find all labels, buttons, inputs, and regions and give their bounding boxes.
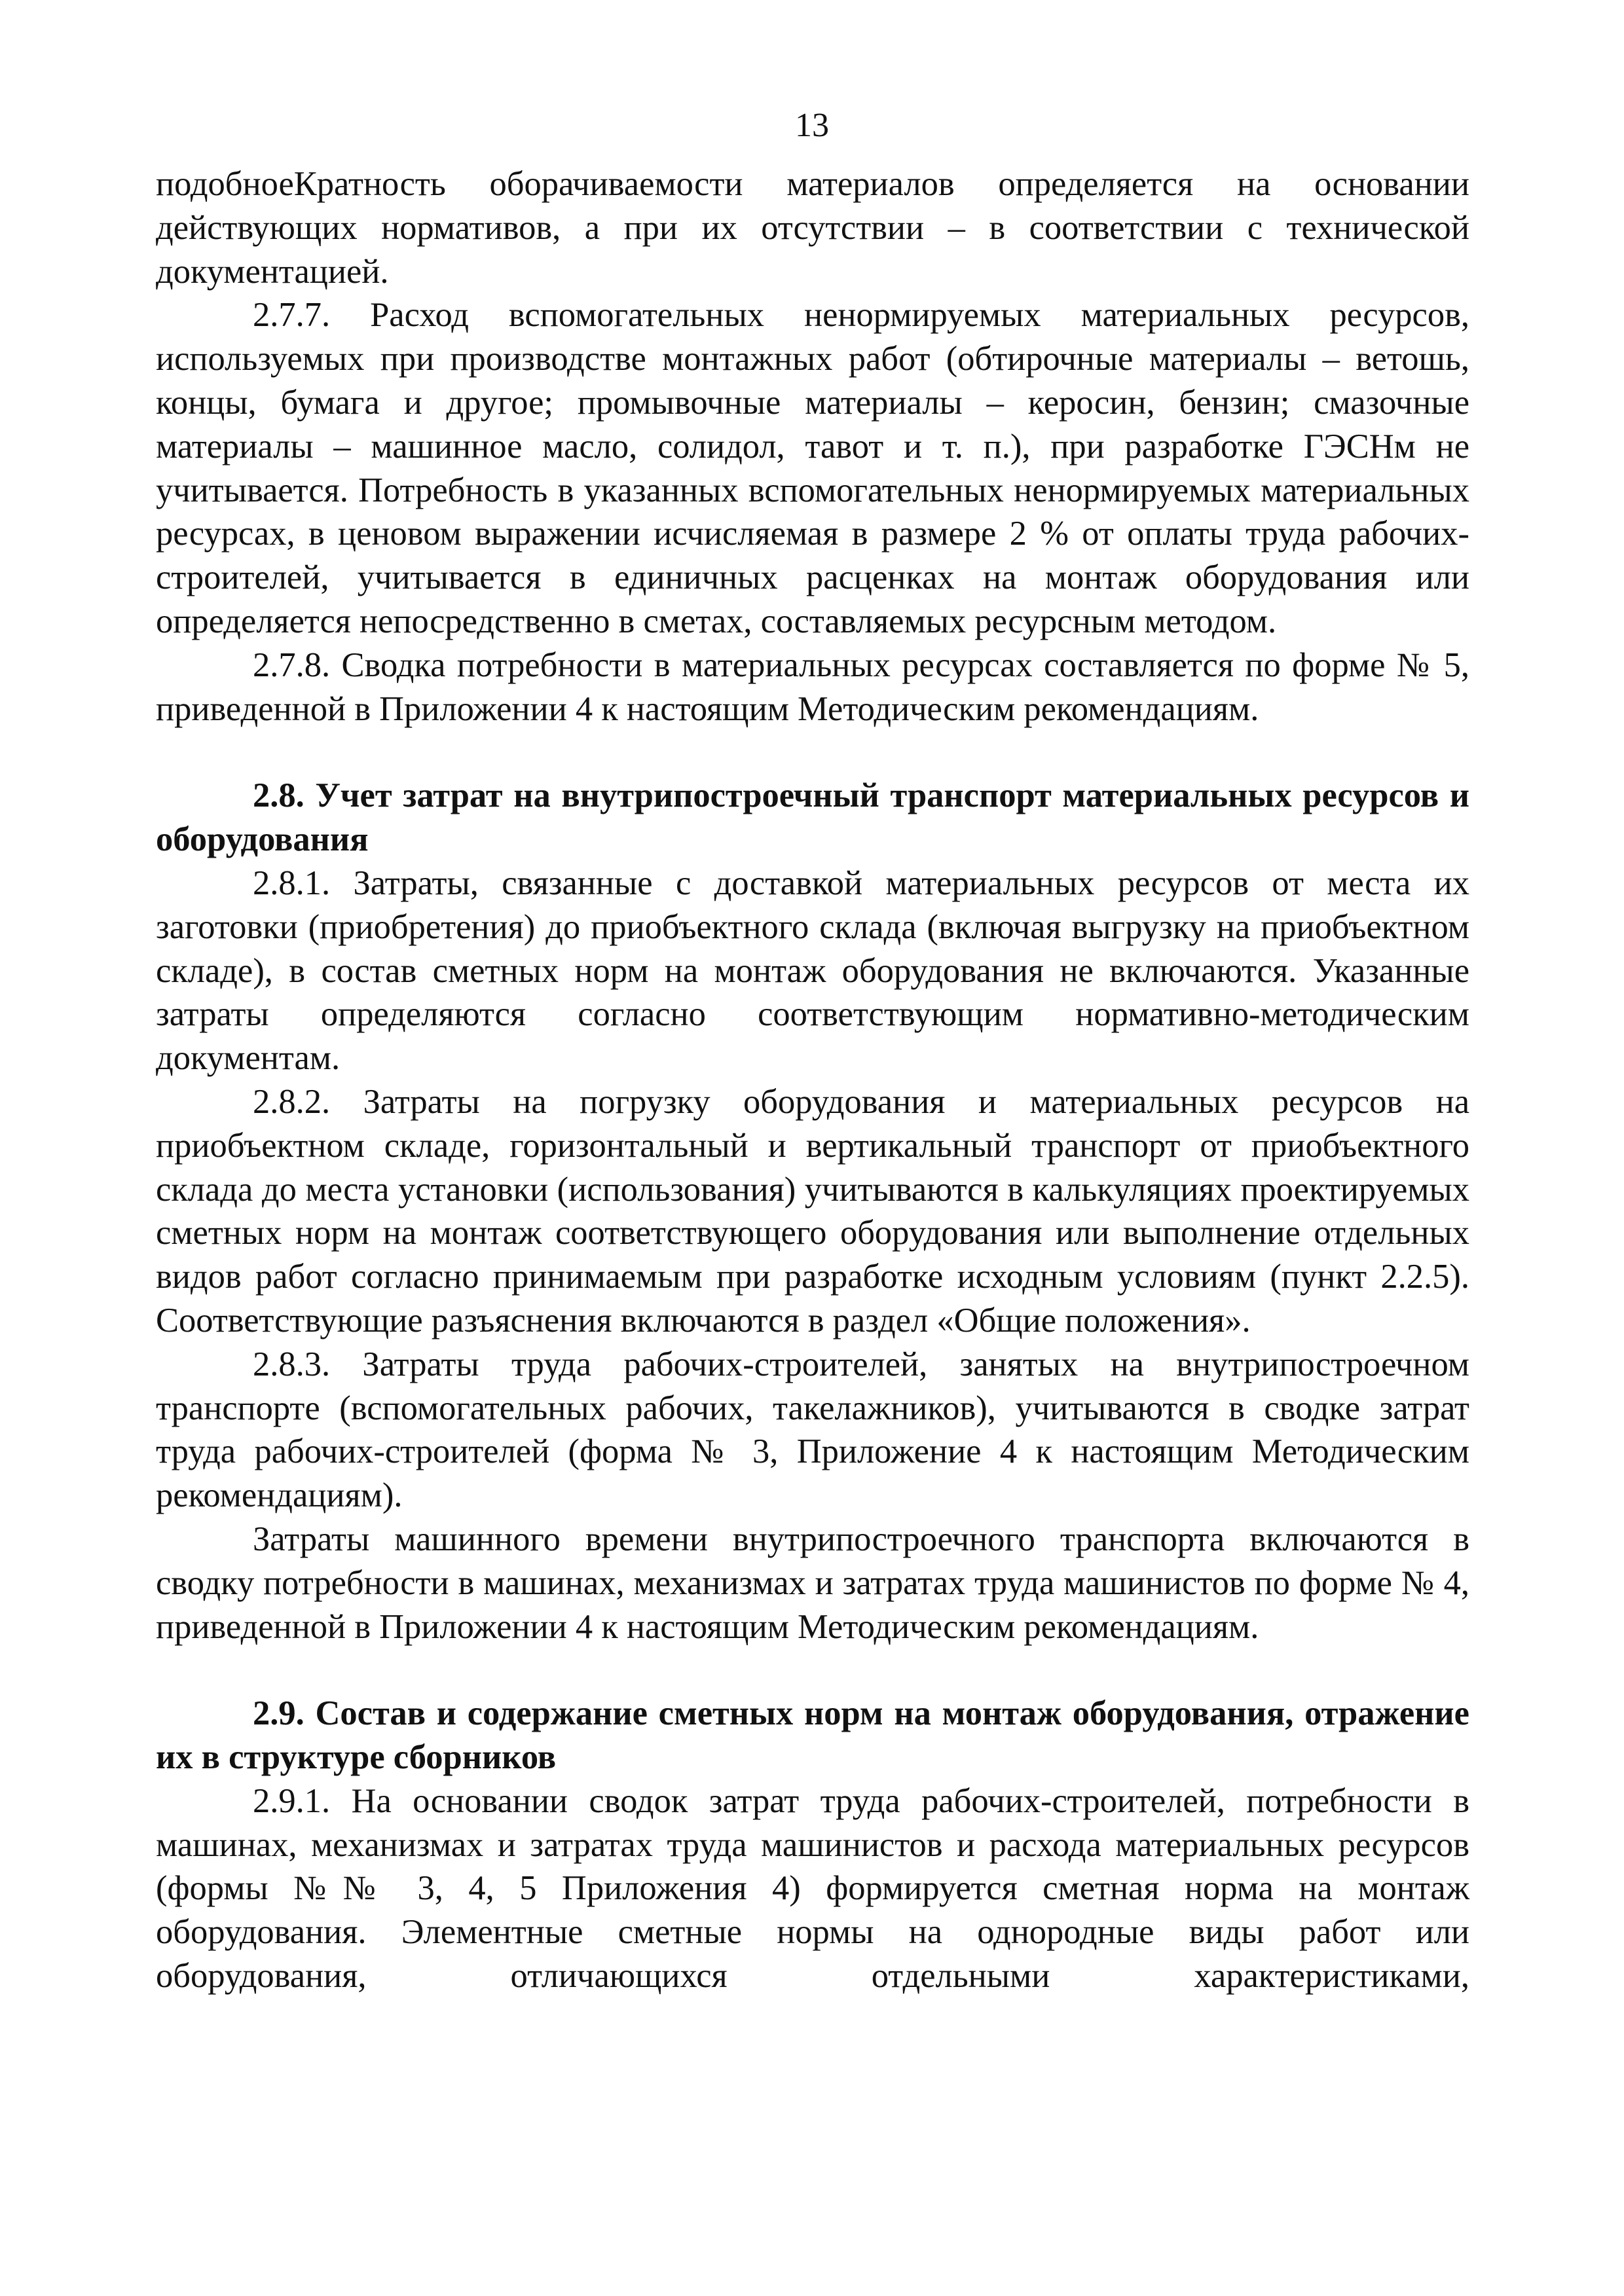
paragraph-2-7-7: 2.7.7. Расход вспомогательных ненормируемых материальных ресурсов, используемых при производстве монтажных работ (обтирочные материалы – ветошь, концы, бумага и другое; промывочные материалы – керосин, бензин; смазочные материалы – машинное масло, солидол, тавот и т. п.), при разработке ГЭСНм не учитывается. Потребность в указанных вспомогательных ненормируемых материальных ресурсах, в ценовом выражении исчисляемая в размере 2 % от оплаты труда рабочих-строителей, учитывается в единичных расценках на монтаж оборудования или определяется непосредственно в сметах, составляемых ресурсным методом. [156, 296, 1469, 640]
section-heading-2-9: 2.9. Состав и содержание сметных норм на монтаж оборудования, отражение их в структуре сборников [156, 1694, 1469, 1777]
paragraph-2-8-1: 2.8.1. Затраты, связанные с доставкой материальных ресурсов от места их заготовки (приобретения) до приобъектного склада (включая выгрузку на приобъектном складе), в состав сметных норм на монтаж оборудования не включаются. Указанные затраты определяются согласно соответствующим нормативно-методическим документам. [156, 864, 1469, 1078]
paragraph-2-8-2: 2.8.2. Затраты на погрузку оборудования и материальных ресурсов на приобъектном складе, горизонтальный и вертикальный транспорт от приобъектного склада до места установки (использования) учитываются в калькуляциях проектируемых сметных норм на монтаж соответствующего оборудования или выполнение отдельных видов работ согласно принимаемым при разработке исходным условиям (пункт 2.2.5). Соответствующие разъяснения включаются в раздел «Общие положения». [156, 1082, 1469, 1339]
paragraph-2-9-1: 2.9.1. На основании сводок затрат труда рабочих-строителей, потребности в машинах, механизмах и затратах труда машинистов и расхода материальных ресурсов (формы №№ 3, 4, 5 Приложения 4) формируется сметная норма на монтаж оборудования. Элементные сметные нормы на однородные виды работ или оборудования, отличающихся отдельными характеристиками, [156, 1781, 1469, 1995]
paragraph-2-8-3: 2.8.3. Затраты труда рабочих-строителей, занятых на внутрипостроечном транспорте (вспомогательных рабочих, такелажников), учитываются в сводке затрат труда рабочих-строителей (форма № 3, Приложение 4 к настоящим Методическим рекомендациям). [156, 1345, 1469, 1515]
paragraph-continuation: подобноеКратность оборачиваемости материалов определяется на основании действующих нормативов, а при их отсутствии – в соответствии с технической документацией. [156, 165, 1469, 291]
section-gap [156, 1649, 1469, 1692]
section-gap [156, 731, 1469, 774]
section-heading-2-8: 2.8. Учет затрат на внутрипостроечный транспорт материальных ресурсов и оборудования [156, 776, 1469, 859]
page-body [156, 162, 1469, 1998]
paragraph-2-7-8: 2.7.8. Сводка потребности в материальных ресурсах составляется по форме № 5, приведенной в Приложении 4 к настоящим Методическим рекомендациям. [156, 646, 1469, 728]
page-number: 13 [795, 107, 829, 144]
paragraph-machine-time: Затраты машинного времени внутрипостроечного транспорта включаются в сводку потребности в машинах, механизмах и затратах труда машинистов по форме № 4, приведенной в Приложении 4 к настоящим Методическим рекомендациям. [156, 1520, 1469, 1646]
